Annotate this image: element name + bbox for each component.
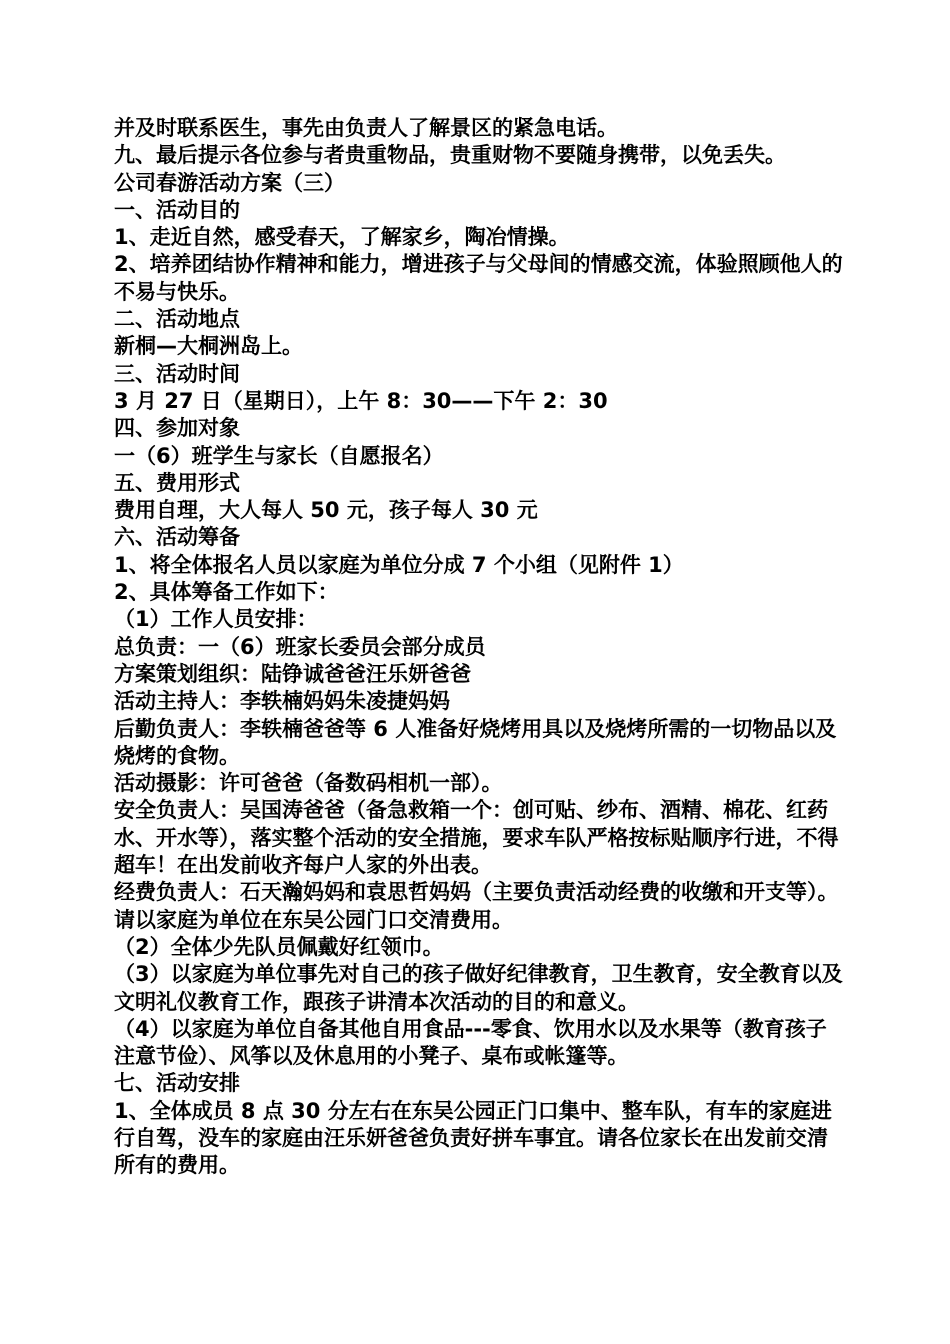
paragraph: 新桐—大桐洲岛上。 (114, 334, 303, 359)
paragraph: 四、参加对象 (114, 416, 240, 441)
paragraph: 2、培养团结协作精神和能力，增进孩子与父母间的情感交流，体验照顾他人的不易与快乐。 (114, 252, 843, 304)
paragraph: 九、最后提示各位参与者贵重物品，贵重财物不要随身携带，以免丢失。 (114, 143, 786, 168)
paragraph: 总负责：一（6）班家长委员会部分成员 (114, 634, 486, 659)
paragraph: 公司春游活动方案（三） (114, 170, 345, 195)
paragraph: （3）以家庭为单位事先对自己的孩子做好纪律教育，卫生教育，安全教育以及文明礼仪教育工作，跟孩子讲清本次活动的目的和意义。 (114, 962, 843, 1014)
paragraph: 方案策划组织：陆铮诚爸爸汪乐妍爸爸 (114, 661, 471, 686)
paragraph: （4）以家庭为单位自备其他自用食品---零食、饮用水以及水果等（教育孩子注意节俭）、风筝以及休息用的小凳子、桌布或帐篷等。 (114, 1016, 827, 1069)
document-body (114, 115, 844, 1180)
paragraph: 六、活动筹备 (114, 525, 240, 550)
paragraph: 并及时联系医生，事先由负责人了解景区的紧急电话。 (114, 116, 618, 140)
paragraph: （2）全体少先队员佩戴好红领巾。 (114, 934, 444, 959)
paragraph: 1、将全体报名人员以家庭为单位分成 7 个小组（见附件 1） (114, 552, 684, 577)
paragraph: 费用自理，大人每人 50 元，孩子每人 30 元 (114, 498, 538, 523)
paragraph: 七、活动安排 (114, 1071, 240, 1096)
paragraph: 一、活动目的 (114, 197, 240, 222)
paragraph: 2、具体筹备工作如下： (114, 580, 339, 605)
paragraph: 1、走近自然，感受春天，了解家乡，陶冶情操。 (114, 225, 570, 250)
paragraph: 1、全体成员 8 点 30 分左右在东吴公园正门口集中、整车队，有车的家庭进行自驾，没车的家庭由汪乐妍爸爸负责好拼车事宜。请各位家长在出发前交清所有的费用。 (114, 1098, 832, 1178)
paragraph: 后勤负责人：李轶楠爸爸等 6 人准备好烧烤用具以及烧烤所需的一切物品以及烧烤的食物。 (114, 716, 837, 768)
paragraph: 五、费用形式 (114, 470, 240, 495)
paragraph: （1）工作人员安排： (114, 607, 318, 632)
paragraph: 经费负责人：石天瀚妈妈和袁思哲妈妈（主要负责活动经费的收缴和开支等）。请以家庭为单位在东吴公园门口交清费用。 (114, 880, 839, 932)
paragraph: 三、活动时间 (114, 361, 240, 386)
paragraph: 活动主持人：李轶楠妈妈朱凌捷妈妈 (114, 689, 450, 714)
paragraph: 安全负责人：吴国涛爸爸（备急救箱一个：创可贴、纱布、酒精、棉花、红药水、开水等），落实整个活动的安全措施，要求车队严格按标贴顺序行进，不得超车！在出发前收齐每户人家的外出表。 (114, 798, 839, 878)
paragraph: 活动摄影：许可爸爸（备数码相机一部）。 (114, 771, 503, 796)
paragraph: 二、活动地点 (114, 307, 240, 332)
paragraph: 3 月 27 日（星期日），上午 8：30——下午 2：30 (114, 388, 608, 413)
paragraph: 一（6）班学生与家长（自愿报名） (114, 443, 444, 468)
